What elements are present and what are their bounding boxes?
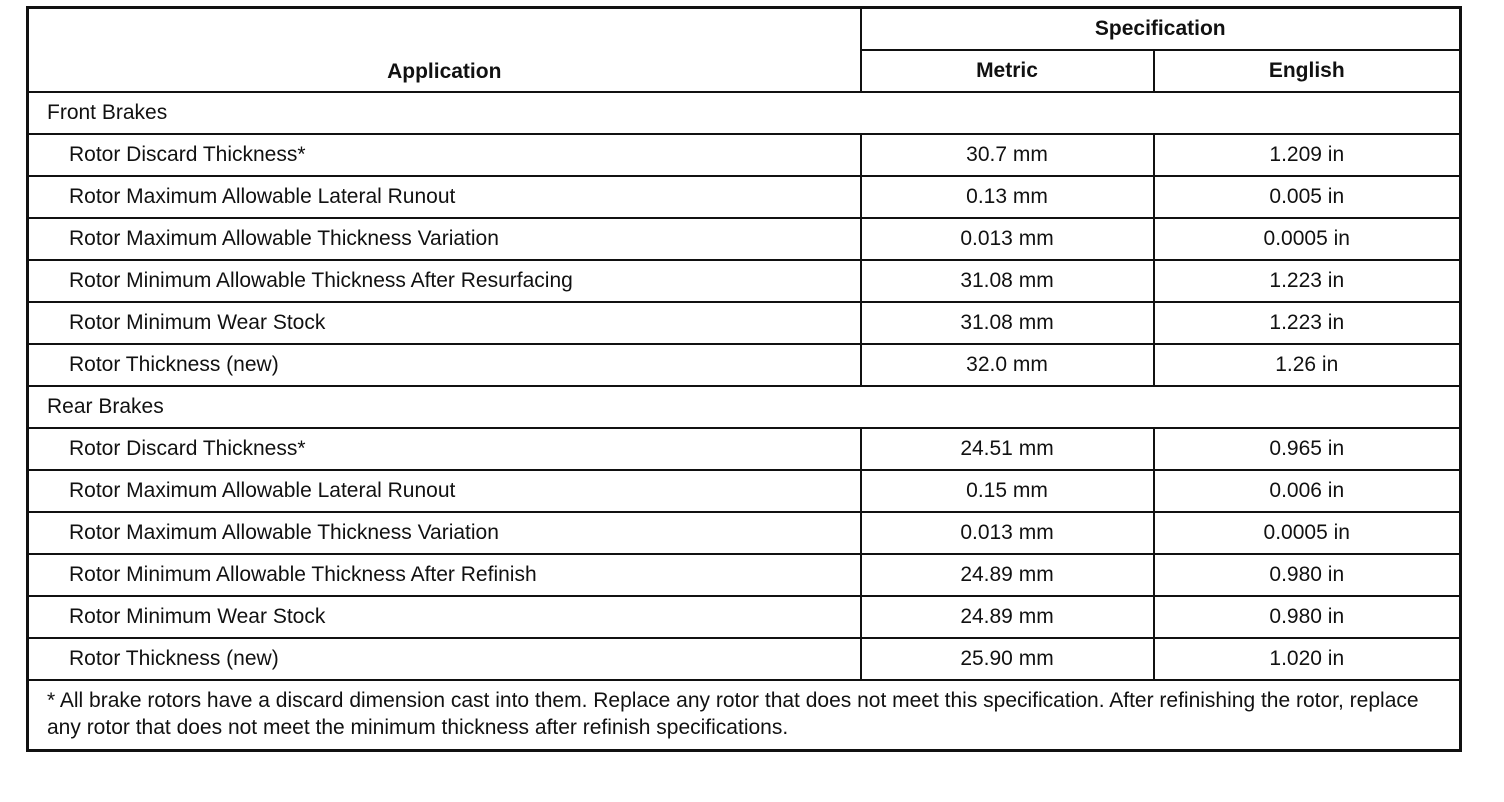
cell-english: 0.980 in	[1154, 554, 1461, 596]
header-metric: Metric	[861, 50, 1154, 92]
cell-english: 0.980 in	[1154, 596, 1461, 638]
cell-metric: 0.15 mm	[861, 470, 1154, 512]
footnote-row	[28, 680, 1461, 751]
cell-metric: 25.90 mm	[861, 638, 1154, 680]
table-row	[28, 638, 1461, 680]
table-row	[28, 134, 1461, 176]
cell-application: Rotor Minimum Allowable Thickness After Resurfacing	[28, 260, 861, 302]
header-specification: Specification	[861, 8, 1461, 51]
section-title-front-brakes: Front Brakes	[28, 92, 1461, 134]
cell-metric: 0.013 mm	[861, 512, 1154, 554]
cell-english: 1.209 in	[1154, 134, 1461, 176]
cell-application: Rotor Thickness (new)	[28, 344, 861, 386]
cell-metric: 31.08 mm	[861, 260, 1154, 302]
section-row	[28, 92, 1461, 134]
cell-metric: 24.51 mm	[861, 428, 1154, 470]
cell-application: Rotor Maximum Allowable Thickness Variation	[28, 512, 861, 554]
cell-english: 1.223 in	[1154, 302, 1461, 344]
cell-english: 1.26 in	[1154, 344, 1461, 386]
cell-english: 0.0005 in	[1154, 512, 1461, 554]
table-row	[28, 596, 1461, 638]
cell-application: Rotor Discard Thickness*	[28, 428, 861, 470]
brake-rotor-spec-table	[26, 6, 1462, 752]
table-row	[28, 344, 1461, 386]
cell-metric: 30.7 mm	[861, 134, 1154, 176]
footnote: * All brake rotors have a discard dimension cast into them. Replace any rotor that does not meet this specification. After refinishing the rotor, replace any rotor that does not meet the minimum thickness after refinish specifications.	[28, 680, 1461, 751]
table-row	[28, 512, 1461, 554]
table-row	[28, 176, 1461, 218]
cell-metric: 32.0 mm	[861, 344, 1154, 386]
cell-application: Rotor Maximum Allowable Lateral Runout	[28, 470, 861, 512]
cell-application: Rotor Minimum Allowable Thickness After Refinish	[28, 554, 861, 596]
cell-english: 0.965 in	[1154, 428, 1461, 470]
cell-application: Rotor Minimum Wear Stock	[28, 596, 861, 638]
header-application: Application	[28, 8, 861, 93]
section-row	[28, 386, 1461, 428]
cell-english: 1.020 in	[1154, 638, 1461, 680]
cell-application: Rotor Maximum Allowable Lateral Runout	[28, 176, 861, 218]
cell-metric: 31.08 mm	[861, 302, 1154, 344]
cell-english: 0.0005 in	[1154, 218, 1461, 260]
cell-english: 1.223 in	[1154, 260, 1461, 302]
cell-metric: 24.89 mm	[861, 554, 1154, 596]
cell-application: Rotor Discard Thickness*	[28, 134, 861, 176]
header-english: English	[1154, 50, 1461, 92]
table-row	[28, 302, 1461, 344]
section-title-rear-brakes: Rear Brakes	[28, 386, 1461, 428]
table-row	[28, 554, 1461, 596]
table-body	[28, 92, 1461, 751]
cell-application: Rotor Maximum Allowable Thickness Variation	[28, 218, 861, 260]
table-row	[28, 428, 1461, 470]
table-row	[28, 470, 1461, 512]
cell-metric: 0.13 mm	[861, 176, 1154, 218]
cell-application: Rotor Thickness (new)	[28, 638, 861, 680]
cell-english: 0.006 in	[1154, 470, 1461, 512]
cell-english: 0.005 in	[1154, 176, 1461, 218]
table-row	[28, 260, 1461, 302]
cell-metric: 0.013 mm	[861, 218, 1154, 260]
table-row	[28, 218, 1461, 260]
cell-application: Rotor Minimum Wear Stock	[28, 302, 861, 344]
cell-metric: 24.89 mm	[861, 596, 1154, 638]
